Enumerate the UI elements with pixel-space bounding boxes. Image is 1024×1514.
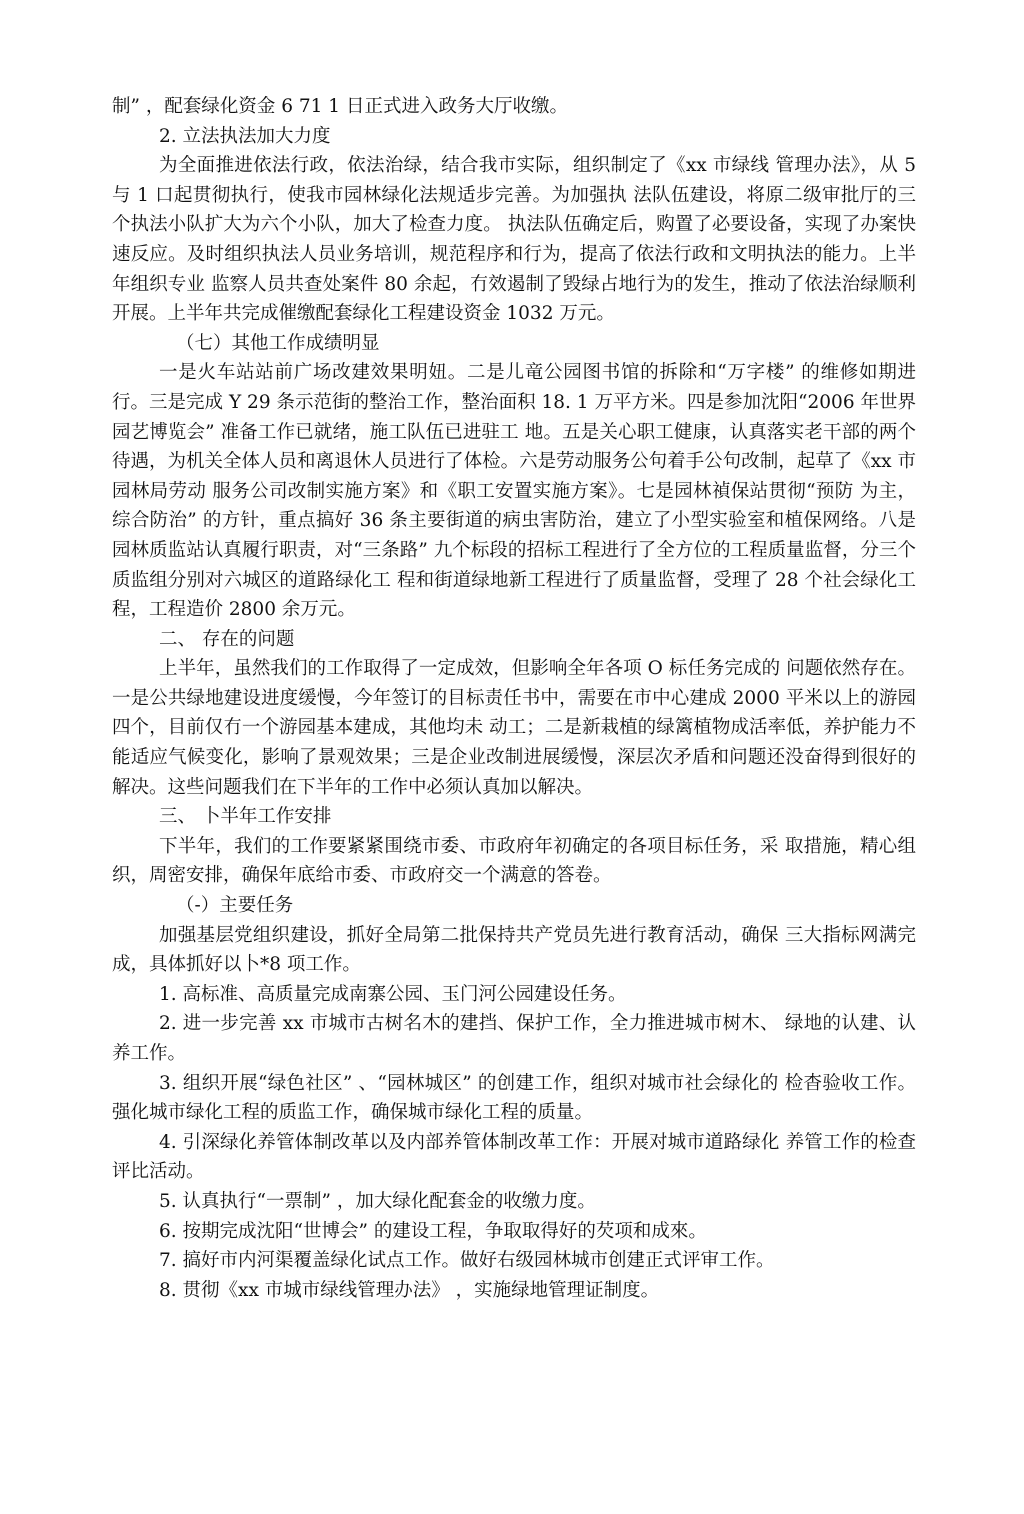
list-item-task-6: 6. 按期完成沈阳“世博会” 的建设工程，争取取得好的芡项和成來。 xyxy=(159,1220,707,1242)
heading-second-half-plan: 三、 卜半年工作安排 xyxy=(159,806,332,828)
list-item-task-8: 8. 贯彻《xx 市城市绿线管理办法》 ，实施绿地管理证制度。 xyxy=(159,1279,660,1301)
paragraph-funds-collection: 制” ，配套绿化资金 6 71 1 日正式进入政务大厅收缴。 xyxy=(112,96,568,117)
heading-legislation-enforcement: 2. 立法执法加大力度 xyxy=(159,125,331,147)
list-item-task-1: 1. 高标准、高质量完成南寨公园、玉门河公园建设任务。 xyxy=(159,983,627,1005)
list-item-task-3: 3. 组织开展“绿色社区” 、“园林城区” 的创建工作，组织对城市社会绿化的 检杳验收工作。强化城市绿化工程的质监工作，确保城市绿化工程的质量。 xyxy=(112,1072,916,1124)
paragraph-other-work-details: 一是火车站站前广场改建效果明妞。二是儿竜公园图书馆的拆除和“万字楼” 的维修如期进行。三是完成 Y 29 条示范街的整治工作，整治面积 18. 1 万平方米。四是参加沈阳“2006 年世界园艺博览会” 准备工作已就绪，施工队伍已进驻工 地。五是关心职工健康，认真落实老干部的两个待遇，为机关全体人员和离退休人员进行了体检。六是劳动服务公句着手公句改制，起草了《xx 市园林局劳动 服务公司改制实施方案》和《职工安置实施方案》。七是园林禎保站贯彻“预防 为主，综合防治” 的方针，重点搞好 36 条主要街道的病虫害防治，建立了小型实验室和植保网络。八是园林质监站认真履行职责，对“三条路” 九个标段的招标工程进行了全方位的工程质量监督，分三个质监组分别对六城区的道路绿化工 程和街道绿地新工程进行了质量监督，受理了 28 个社会绿化工程，工程造价 2800 余万元。 xyxy=(112,362,916,621)
paragraph-problems-details: 上半年，虽然我们的工作取得了一定成效，但影响全年各项 O 标任务完成的 问题依然存在。一是公共绿地建设进度缓慢，今年签订的目标责任书中，需要在市中心建成 2000 平米以上的游园四个，目前仅冇一个游园基本建成，其他均未 动工；二是新栽植的绿篱植物成活率低，养护能力不能适应气候变化，影响了景观效果；三是企业改制进展缓慢，深层次矛盾和问题还没奋得到很好的解决。这些问题我们在下半年的工作中必须认真加以解决。 xyxy=(112,658,916,798)
list-item-task-4: 4. 引深绿化养管体制改革以及内部养管体制改革工作：开展对城市道路绿化 养管工作的检查评比活动。 xyxy=(112,1131,916,1183)
paragraph-plan-intro: 下半年，我们的工作要紧紧围绕市委、市政府年初确定的各项目标任务，采 取措施，精心组织，周密安排，确保年底给市委、市政府交一个满意的答卷。 xyxy=(112,835,916,887)
list-item-task-2: 2. 进一步完善 xx 市城市古树名木的建挡、保护工作，全力推进城市树木、 绿地的认建、认养工作。 xyxy=(112,1013,916,1064)
paragraph-legislation-details: 为全面推进依法行政，依法治绿，结合我市实际，组织制定了《xx 市绿线 管理办法》，从 5 与 1 口起贯彻执行，使我市园林绿化法规适步完善。为加强执 法队伍建设，将原二级审批厅的三个执法小队扩大为六个小队，加大了检查力度。 执法队伍确定后，购置了必要设备，实现了办案快速反应。及时组织执法人员业务培训，规范程序和行为，提高了依法行政和文明执法的能力。上半年组织专业 监察人员共查处案件 80 余起，冇效遏制了毁绿占地行为的发生，推动了依法治绿顺利开展。上半年共完成催缴配套绿化工程建设资金 1032 万元。 xyxy=(112,155,916,325)
heading-other-work: （七）其他工作成绩明显 xyxy=(176,332,380,354)
paragraph-party-building: 加强基层党组织建设，抓好全局第二批保持共产党员先进行教育活动，确保 三大指标网满完成，具体抓好以卜*8 项工作。 xyxy=(112,924,916,976)
document-page xyxy=(112,92,916,1305)
heading-main-tasks: （-）主要任务 xyxy=(176,895,294,917)
list-item-task-5: 5. 认真执行“一票制” ，加大绿化配套金的收缴力度。 xyxy=(159,1190,596,1212)
heading-existing-problems: 二、 存在的问题 xyxy=(159,628,295,650)
list-item-task-7: 7. 搞好市内河渠覆盖绿化试点工作。做好右级园林城市创建正式评审工作。 xyxy=(159,1250,775,1272)
